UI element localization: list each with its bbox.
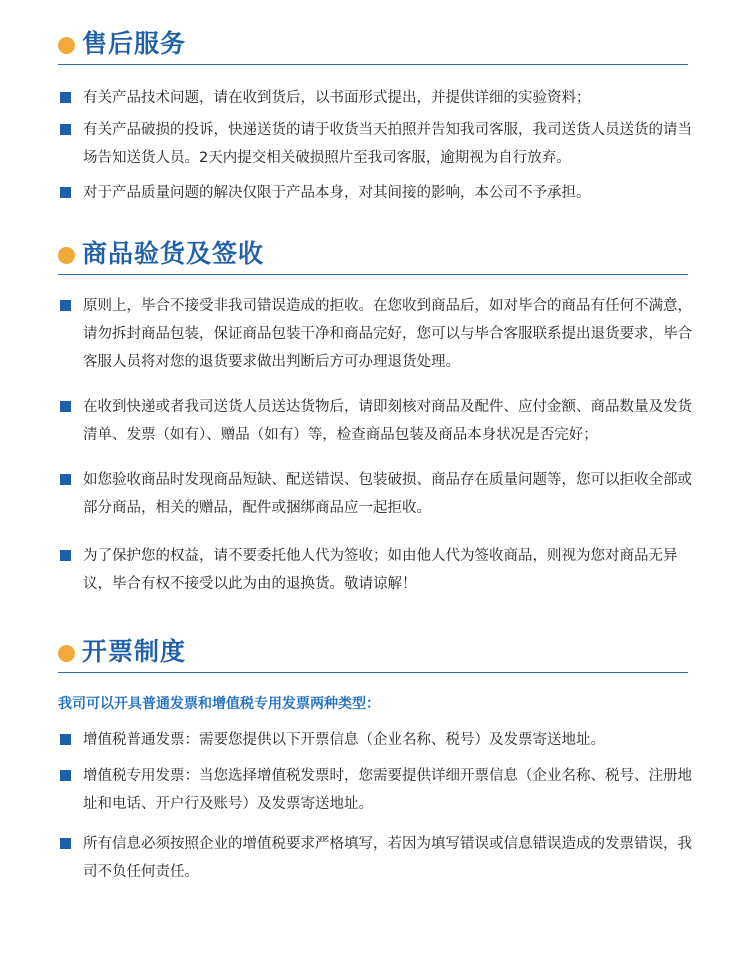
list-item <box>58 393 694 449</box>
list-item <box>58 830 694 886</box>
section-header <box>58 234 688 275</box>
section-title: 售后服务 <box>82 29 187 58</box>
square-bullet-icon <box>60 401 71 412</box>
orange-dot-icon <box>58 37 75 54</box>
square-bullet-icon <box>60 187 71 198</box>
square-bullet-icon <box>60 550 71 561</box>
list-item <box>58 726 694 754</box>
section-header <box>58 632 688 673</box>
square-bullet-icon <box>60 300 71 311</box>
square-bullet-icon <box>60 838 71 849</box>
list-item <box>58 84 694 112</box>
section-title: 开票制度 <box>82 637 187 666</box>
list-item <box>58 116 694 172</box>
list-item-text: 如您验收商品时发现商品短缺、配送错误、包装破损、商品存在质量问题等，您可以拒收全部或部分商品，相关的赠品，配件或捆绑商品应一起拒收。 <box>83 472 692 516</box>
list-item <box>58 292 694 376</box>
section-header <box>58 24 688 65</box>
list-item-text: 在收到快递或者我司送货人员送达货物后，请即刻核对商品及配件、应付金额、商品数量及发货清单、发票（如有）、赠品（如有）等，检查商品包装及商品本身状况是否完好； <box>83 399 692 443</box>
list-item <box>58 762 694 818</box>
invoice-types-note: 我司可以开具普通发票和增值税专用发票两种类型： <box>58 696 380 712</box>
list-item-text: 增值税普通发票：需要您提供以下开票信息（企业名称、税号）及发票寄送地址。 <box>83 732 605 748</box>
list-item <box>58 179 694 207</box>
square-bullet-icon <box>60 734 71 745</box>
list-item-text: 原则上，毕合不接受非我司错误造成的拒收。在您收到商品后，如对毕合的商品有任何不满意，请勿拆封商品包装，保证商品包装干净和商品完好，您可以与毕合客服联系提出退货要求，毕合客服人员将对您的退货要求做出判断后方可办理退货处理。 <box>83 298 692 370</box>
list-item-text: 所有信息必须按照企业的增值税要求严格填写，若因为填写错误或信息错误造成的发票错误，我司不负任何责任。 <box>83 836 692 880</box>
orange-dot-icon <box>58 247 75 264</box>
list-item-text: 对于产品质量问题的解决仅限于产品本身，对其间接的影响，本公司不予承担。 <box>83 185 591 201</box>
square-bullet-icon <box>60 92 71 103</box>
list-item-text: 有关产品技术问题，请在收到货后，以书面形式提出，并提供详细的实验资料； <box>83 90 591 106</box>
orange-dot-icon <box>58 645 75 662</box>
list-item-text: 有关产品破损的投诉，快递送货的请于收货当天拍照并告知我司客服，我司送货人员送货的请当场告知送货人员。2天内提交相关破损照片至我司客服，逾期视为自行放弃。 <box>83 122 692 166</box>
square-bullet-icon <box>60 124 71 135</box>
list-item <box>58 466 694 522</box>
list-item-text: 为了保护您的权益，请不要委托他人代为签收；如由他人代为签收商品，则视为您对商品无异议，毕合有权不接受以此为由的退换货。敬请谅解！ <box>83 548 678 592</box>
list-item-text: 增值税专用发票：当您选择增值税发票时，您需要提供详细开票信息（企业名称、税号、注册地址和电话、开户行及账号）及发票寄送地址。 <box>83 768 692 812</box>
square-bullet-icon <box>60 474 71 485</box>
list-item <box>58 542 694 598</box>
section-title: 商品验货及签收 <box>82 239 265 268</box>
square-bullet-icon <box>60 770 71 781</box>
